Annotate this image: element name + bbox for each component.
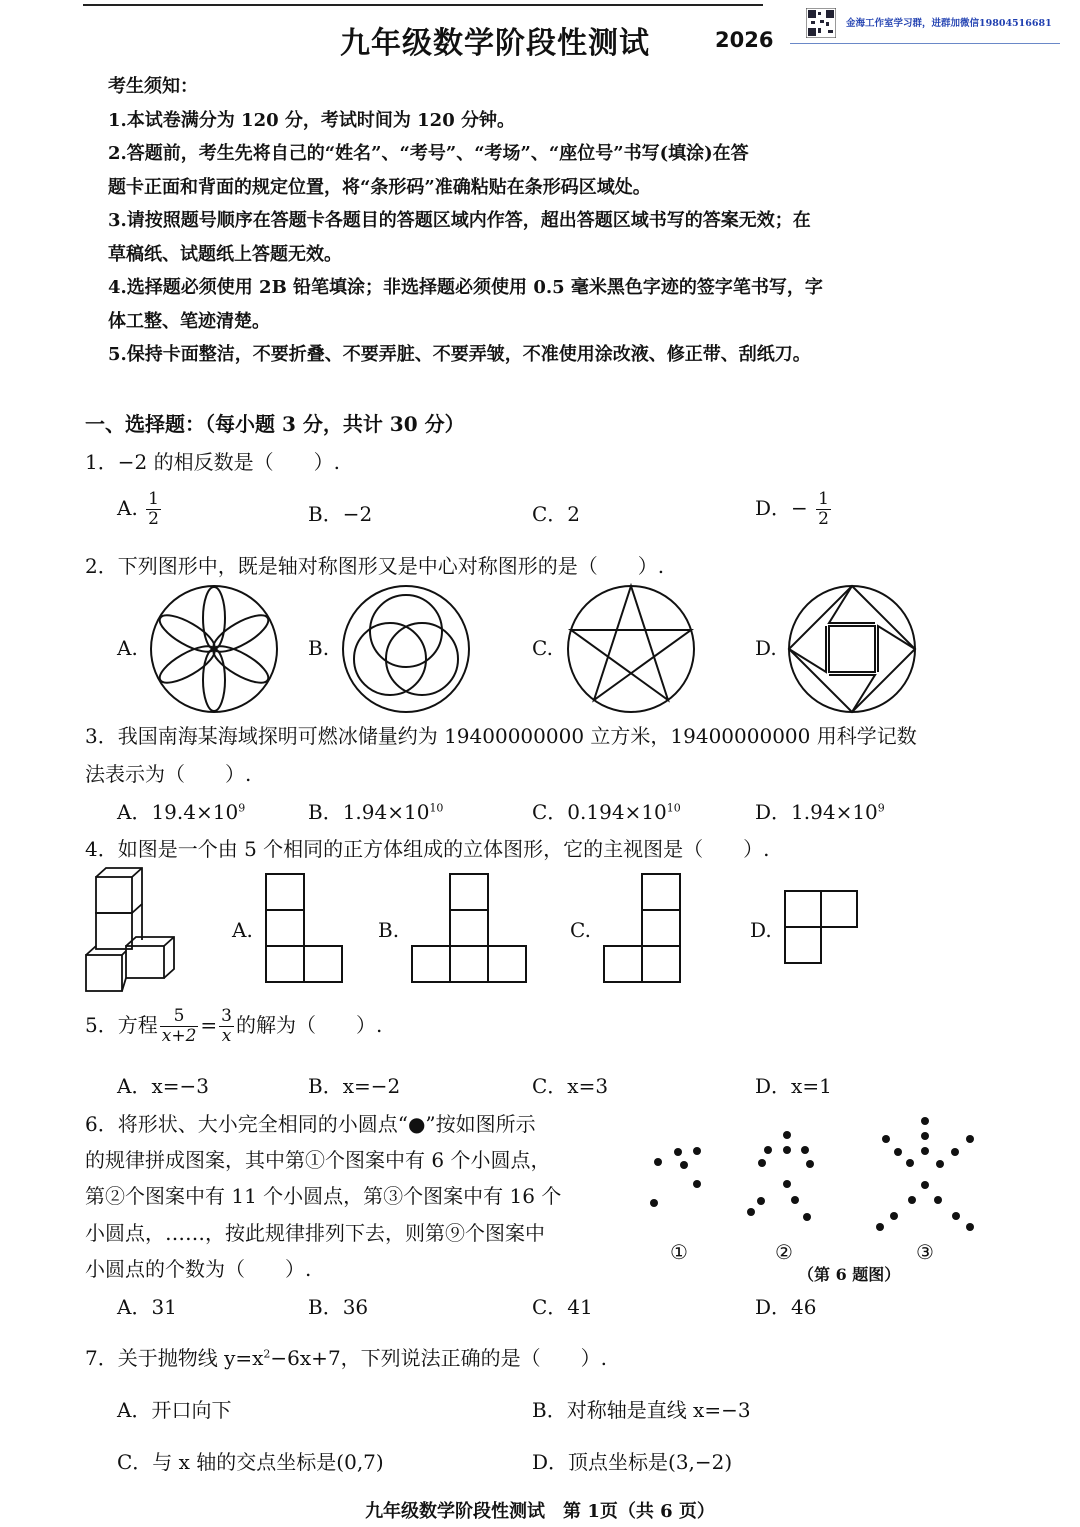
q4-label-c: C. [570,918,591,942]
q6-stem-line: 6．将形状、大小完全相同的小圆点“●”按如图所示 [85,1112,536,1136]
q6-stem-line: 小圆点的个数为（ ）. [85,1257,312,1281]
q6-option-c: C．41 [532,1295,593,1319]
q3-option-c: C．$0.194\times 10^{10}$ [532,800,681,824]
notice-line: 3.请按照题号顺序在答题卡各题目的答题区域内作答，超出答题区域书写的答案无效；在 [108,210,811,231]
page-footer: 九年级数学阶段性测试 第 1页（共 6 页） [365,1501,715,1522]
q4-label-d: D. [750,918,772,942]
option-label: D．− [755,496,808,520]
q4-option-a-view [265,873,345,985]
q5-option-a: A．x=−3 [117,1074,209,1098]
q6-figure-label-2: ② [775,1240,793,1264]
q6-figure-caption: （第 6 题图） [798,1265,901,1284]
q2-label-c: C. [532,636,553,660]
q1-stem: 1．−2 的相反数是（ ）. [85,450,340,474]
q1-option-d [755,490,833,529]
notice-line: 5.保持卡面整洁，不要折叠、不要弄脏、不要弄皱，不准使用涂改液、修正带、刮纸刀。 [108,344,811,365]
q6-figure-label-1: ① [670,1240,688,1264]
q4-stem: 4．如图是一个由 5 个相同的正方体组成的立体图形，它的主视图是（ ）. [85,837,770,861]
q5-option-d: D．x=1 [755,1074,832,1098]
q3-option-a: A．$19.4\times 10^9$ [117,800,246,824]
notice-line: 题卡正面和背面的规定位置，将“条形码”准确粘贴在条形码区域处。 [108,176,651,198]
q2-label-a: A. [117,636,138,660]
notice-line: 1.本试卷满分为 120 分，考试时间为 120 分钟。 [108,109,516,131]
option-label: A. [117,496,138,520]
watermark-rule [790,43,1060,44]
q7-option-b: B．对称轴是直线 x=−3 [532,1398,751,1422]
q4-label-a: A. [232,918,253,942]
q4-label-b: B. [378,918,400,942]
q2-figure-d-pinwheel [786,583,918,715]
notice-line: 体工整、笔迹清楚。 [108,310,270,332]
q2-figure-b-three-circles [340,583,472,715]
exam-year: 2026 [715,28,774,52]
q3-option-d: D．$1.94\times 10^9$ [755,800,885,824]
top-rule [83,4,763,6]
notice-line: 4.选择题必须使用 2B 铅笔填涂；非选择题必须使用 0.5 毫米黑色字迹的签字笔书写，字 [108,277,823,298]
q6-stem-line: 第②个图案中有 11 个小圆点，第③个图案中有 16 个 [85,1184,562,1208]
q6-stem-line: 的规律拼成图案，其中第①个图案中有 6 个小圆点， [85,1148,551,1172]
exam-notice [108,70,968,372]
qr-code-icon [806,8,836,38]
q2-figure-a-flower [148,583,280,715]
section-heading: 一、选择题：（每小题 3 分，共计 30 分） [85,412,465,436]
q6-option-b: B．36 [308,1295,369,1319]
notice-line: 2.答题前，考生先将自己的“姓名”、“考号”、“考场”、“座位号”书写(填涂)在答 [108,143,749,164]
fraction: $\frac{3}{x}$ [221,1006,232,1046]
q6-stem-line: 小圆点，……，按此规律排列下去，则第⑨个图案中 [85,1221,545,1245]
page-title: 九年级数学阶段性测试 [340,26,650,61]
notice-line: 草稿纸、试题纸上答题无效。 [108,243,342,265]
q6-option-d: D．46 [755,1295,817,1319]
q2-figure-c-star [565,583,697,715]
q4-option-c-view [603,873,683,985]
q5-stem: 5．方程 $\frac{5}{x+2}$ = $\frac{3}{x}$ 的解为（ ）. [85,1006,383,1046]
q2-label-b: B. [308,636,330,660]
q6-figure-label-3: ③ [916,1240,934,1264]
q6-dot-patterns [640,1108,980,1233]
q1-option-c: C．2 [532,502,581,526]
q4-option-d-view [784,890,860,966]
q7-option-d: D．顶点坐标是(3,−2) [532,1450,733,1474]
q1-option-b: B．−2 [308,502,373,526]
q3-stem-line2: 法表示为（ ）. [85,762,252,786]
notice-heading: 考生须知： [108,76,198,97]
q4-solid-figure [82,865,182,993]
q1-option-a [117,490,163,529]
watermark-text: 金海工作室学习群，进群加微信19804516681 [846,18,1052,29]
q3-option-b: B．$1.94\times 10^{10}$ [308,800,444,824]
q2-label-d: D. [755,636,777,660]
fraction: $\frac{1}{2}$ [818,489,829,529]
q4-option-b-view [411,873,529,985]
q3-stem-line1: 3．我国南海某海域探明可燃冰储量约为 19400000000 立方米，19400000000 用科学记数 [85,724,917,748]
fraction: $\frac{1}{2}$ [148,489,159,529]
q6-option-a: A．31 [117,1295,177,1319]
q5-option-b: B．x=−2 [308,1074,401,1098]
q5-option-c: C．x=3 [532,1074,609,1098]
q7-option-c: C．与 x 轴的交点坐标是(0,7) [117,1450,384,1474]
q2-stem: 2．下列图形中，既是轴对称图形又是中心对称图形的是（ ）. [85,554,665,578]
q7-stem: 7．关于抛物线 $y=x^2-6x+7$，下列说法正确的是（ ）. [85,1346,608,1370]
q7-option-a: A．开口向下 [117,1398,232,1422]
fraction: $\frac{5}{x+2}$ [161,1006,197,1046]
